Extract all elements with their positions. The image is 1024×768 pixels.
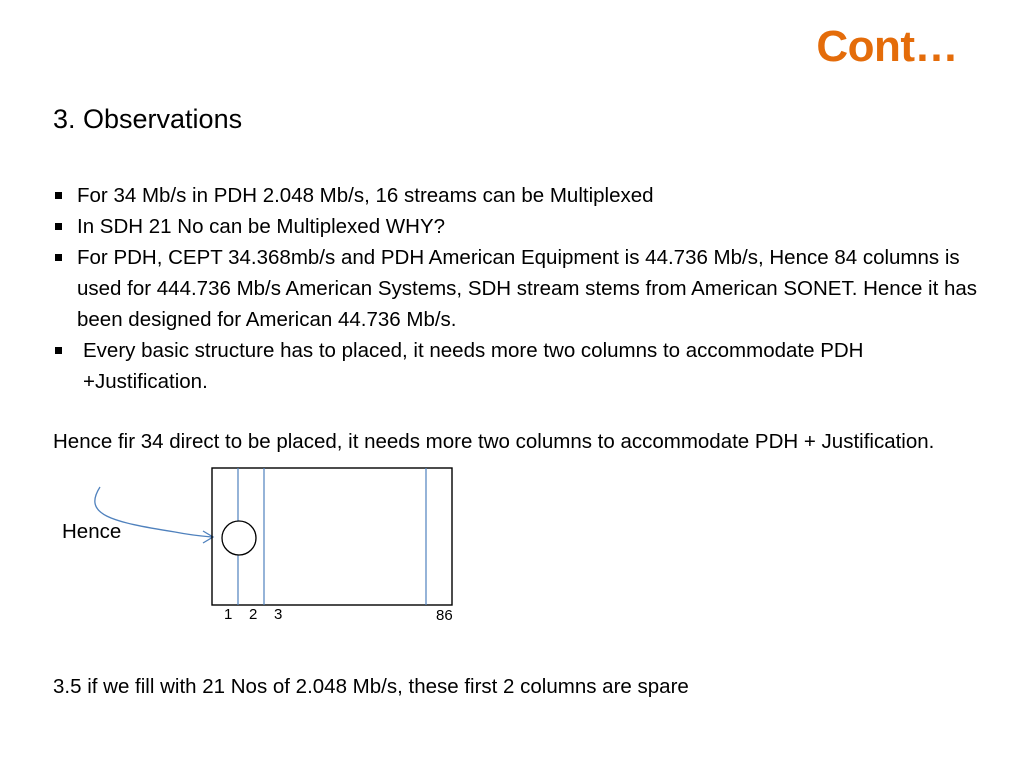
section-heading: 3. Observations xyxy=(53,104,243,134)
justification-paragraph: Hence fir 34 direct to be placed, it needs more two columns to accommodate PDH + Justification. xyxy=(53,430,935,453)
bullet-text: For 34 Mb/s in PDH 2.048 Mb/s, 16 streams can be Multiplexed xyxy=(77,184,654,207)
circle-marker-icon xyxy=(222,521,256,555)
slide-title: Cont… xyxy=(816,22,958,71)
hence-label: Hence xyxy=(62,520,122,543)
column-label-1: 1 xyxy=(224,606,233,623)
bullet-text: Every basic structure has to placed, it needs more two columns to accommodate PDH +Justification. xyxy=(83,339,864,393)
curved-arrow-line xyxy=(95,487,212,537)
bullet-text: For PDH, CEPT 34.368mb/s and PDH American Equipment is 44.736 Mb/s, Hence 84 columns is used for 444.736 Mb/s American Systems, SDH stream stems from American SONET. Hence it has been designed for American 44.736 Mb/s. xyxy=(77,246,978,331)
column-label-3: 3 xyxy=(274,606,283,623)
closing-statement: 3.5 if we fill with 21 Nos of 2.048 Mb/s, these first 2 columns are spare xyxy=(53,675,689,698)
column-label-86: 86 xyxy=(436,607,453,624)
column-label-2: 2 xyxy=(249,606,258,623)
bullet-text: In SDH 21 No can be Multiplexed WHY? xyxy=(77,215,446,238)
